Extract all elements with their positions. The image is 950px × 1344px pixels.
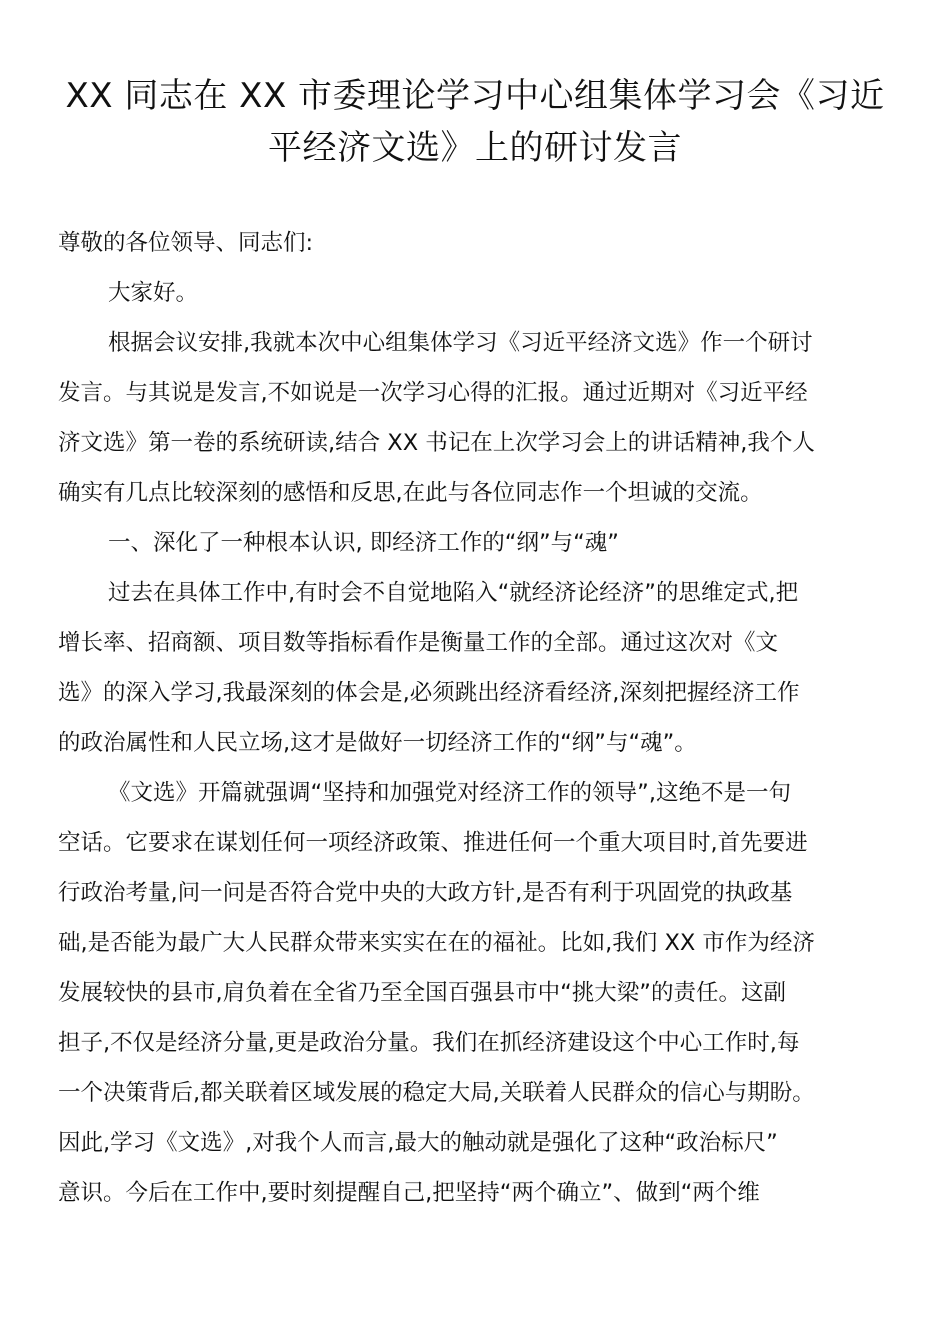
paragraph-line: 行政治考量,问一问是否符合党中央的大政方针,是否有利于巩固党的执政基	[58, 880, 793, 906]
paragraph-line: 空话。它要求在谋划任何一项经济政策、推进任何一个重大项目时,首先要进	[58, 830, 808, 856]
paragraph-line: 《文选》开篇就强调“坚持和加强党对经济工作的领导”,这绝不是一句	[108, 780, 791, 806]
paragraph-line: 选》的深入学习,我最深刻的体会是,必须跳出经济看经济,深刻把握经济工作	[58, 680, 800, 706]
paragraph-line: 增长率、招商额、项目数等指标看作是衡量工作的全部。通过这次对《文	[58, 630, 779, 656]
greeting: 大家好。	[108, 280, 199, 306]
paragraph-line: 的政治属性和人民立场,这才是做好一切经济工作的“纲”与“魂”。	[58, 730, 697, 756]
document-title	[50, 70, 900, 174]
paragraph-line: 发言。与其说是发言,不如说是一次学习心得的汇报。通过近期对《习近平经	[58, 380, 808, 406]
paragraph-line: 过去在具体工作中,有时会不自觉地陷入“就经济论经济”的思维定式,把	[108, 580, 799, 606]
title-line-2: 平经济文选》上的研讨发言	[268, 128, 682, 168]
title-line-1: XX 同志在 XX 市委理论学习中心组集体学习会《习近	[65, 76, 885, 116]
paragraph-line: 济文选》第一卷的系统研读,结合 XX 书记在上次学习会上的讲话精神,我个人	[58, 430, 815, 456]
paragraph-line: 担子,不仅是经济分量,更是政治分量。我们在抓经济建设这个中心工作时,每	[58, 1030, 800, 1056]
section-heading: 一、深化了一种根本认识, 即经济工作的“纲”与“魂”	[108, 530, 619, 556]
paragraph-line: 根据会议安排,我就本次中心组集体学习《习近平经济文选》作一个研讨	[108, 330, 813, 356]
paragraph-line: 意识。今后在工作中,要时刻提醒自己,把坚持“两个确立”、做到“两个维	[58, 1180, 760, 1206]
paragraph-line: 础,是否能为最广大人民群众带来实实在在的福祉。比如,我们 XX 市作为经济	[58, 930, 815, 956]
paragraph-line: 发展较快的县市,肩负着在全省乃至全国百强县市中“挑大梁”的责任。这副	[58, 980, 786, 1006]
document-body	[58, 218, 892, 1218]
paragraph-line: 因此,学习《文选》,对我个人而言,最大的触动就是强化了这种“政治标尺”	[58, 1130, 778, 1156]
paragraph-line: 确实有几点比较深刻的感悟和反思,在此与各位同志作一个坦诚的交流。	[58, 480, 763, 506]
salutation: 尊敬的各位领导、同志们:	[58, 230, 314, 256]
paragraph-line: 一个决策背后,都关联着区域发展的稳定大局,关联着人民群众的信心与期盼。	[58, 1080, 815, 1106]
